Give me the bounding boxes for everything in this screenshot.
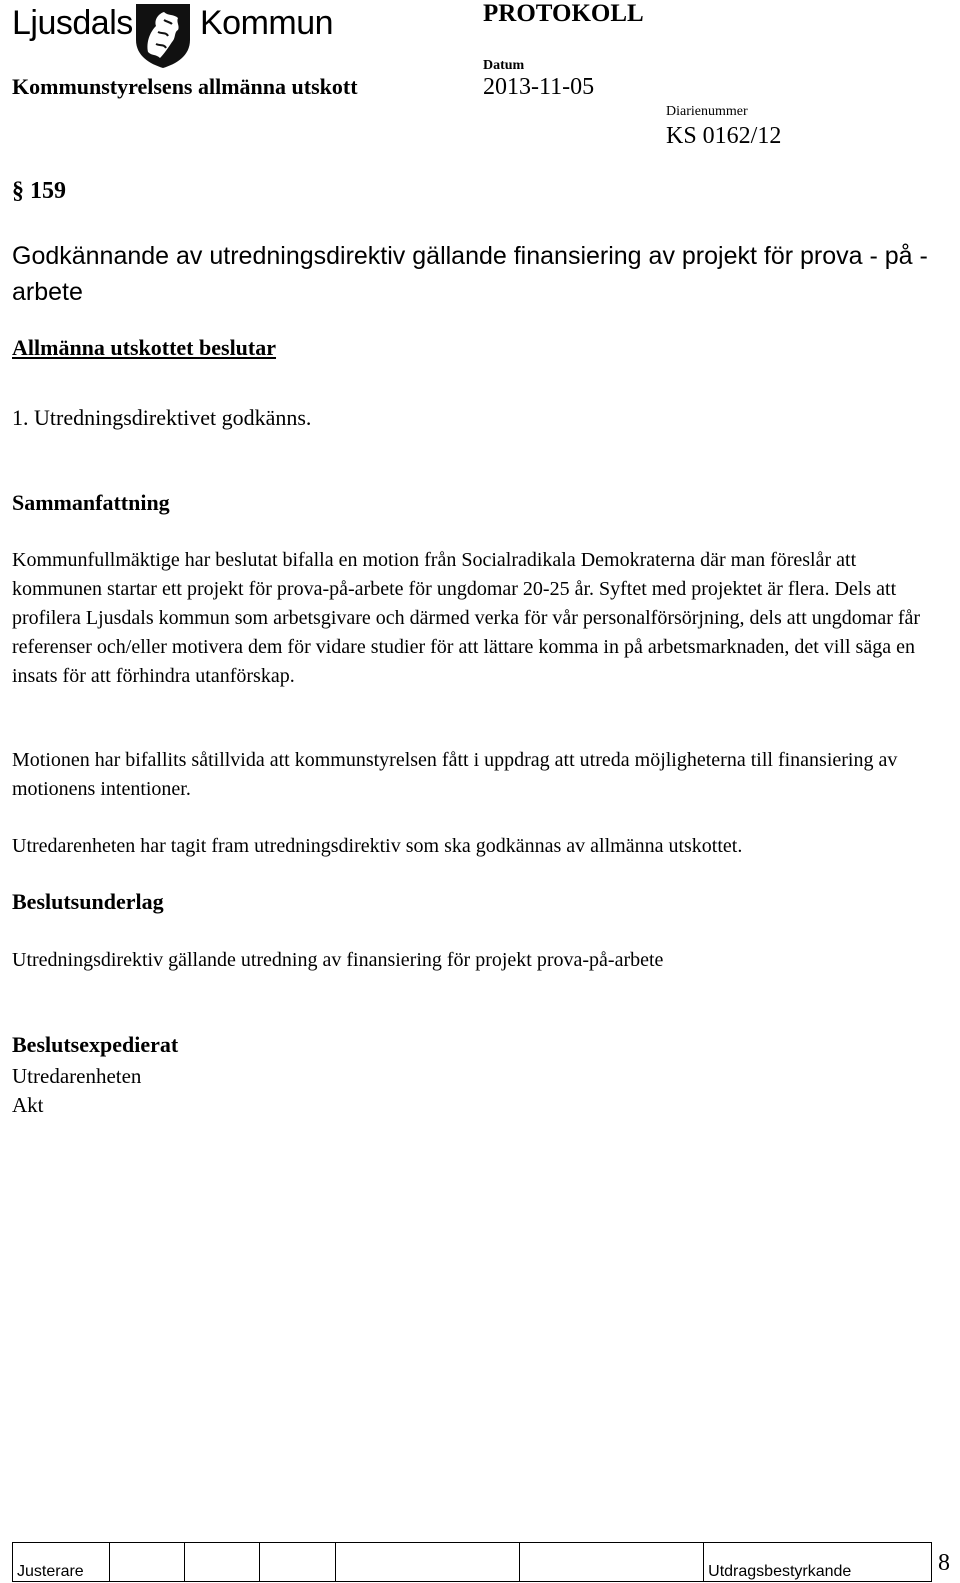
committee-name: Kommunstyrelsens allmänna utskott — [12, 74, 358, 99]
paragraph-number-value: 159 — [30, 178, 66, 204]
justerare-label: Justerare — [13, 1543, 110, 1582]
signature-table — [12, 1542, 932, 1582]
decision-heading: Allmänna utskottet beslutar — [12, 335, 277, 360]
sent-heading: Beslutsexpedierat — [12, 1032, 179, 1057]
justerare-box-4 — [335, 1543, 519, 1582]
page-number: 8 — [938, 1550, 950, 1576]
justerare-box-5 — [519, 1543, 703, 1582]
basis-text: Utredningsdirektiv gällande utredning av finansiering för projekt prova-på-arbete — [12, 949, 664, 971]
page-title: Godkännande av utredningsdirektiv gällande finansiering av projekt för prova - på - arbete — [12, 242, 928, 306]
paragraph-number — [12, 178, 66, 205]
municipal-crest-icon — [134, 2, 192, 70]
registration-number-label: Diarienummer — [666, 104, 748, 119]
logo-text-ljusdals: Ljusdals — [12, 4, 133, 42]
basis-heading: Beslutsunderlag — [12, 889, 164, 914]
date-label: Datum — [483, 58, 525, 73]
document-type: PROTOKOLL — [483, 0, 644, 27]
date-value: 2013-11-05 — [483, 74, 595, 100]
summary-heading: Sammanfattning — [12, 490, 170, 515]
summary-paragraph-3: Utredarenheten har tagit fram utredningsdirektiv som ska godkännas av allmänna utskottet. — [12, 835, 743, 857]
decision-item: 1. Utredningsdirektivet godkänns. — [12, 405, 312, 430]
summary-paragraph-1: Kommunfullmäktige har beslutat bifalla en motion från Socialradikala Demokraterna där man föreslår att kommunen startar ett projekt för prova-på-arbete för ungdomar 20-25 år. Syftet med projektet är flera. Dels att profilera Ljusdals kommun som arbetsgivare och därmed verka för vår personalförsörjning, dels att ungdomar får referenser och/eller motivera dem för vidare studier för att lättare komma in på arbetsmarknaden, det vill säga en insats för att förhindra utanförskap. — [12, 549, 921, 687]
justerare-box-2 — [185, 1543, 260, 1582]
sent-recipient-1: Utredarenheten — [12, 1064, 142, 1088]
sent-recipient-2: Akt — [12, 1093, 44, 1117]
section-sign-icon: § — [12, 178, 24, 204]
justerare-box-1 — [110, 1543, 185, 1582]
utdragsbestyrkande-label: Utdragsbestyrkande — [704, 1543, 932, 1582]
logo-text-kommun: Kommun — [200, 4, 334, 42]
registration-number-value: KS 0162/12 — [666, 123, 782, 149]
justerare-box-3 — [260, 1543, 335, 1582]
summary-paragraph-2: Motionen har bifallits såtillvida att kommunstyrelsen fått i uppdrag att utreda möjligheterna till finansiering av motionens intentioner. — [12, 749, 898, 800]
